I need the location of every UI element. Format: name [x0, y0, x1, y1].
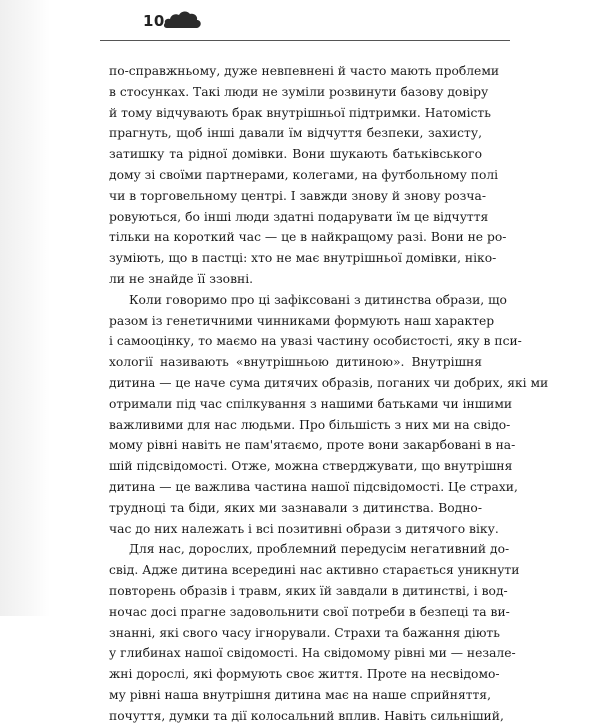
- paragraph-1: [109, 61, 507, 290]
- text-line: ровуються, бо інші люди здатні подарувати їм це відчуття: [109, 209, 489, 224]
- text-line: прагнуть, щоб інші давали їм відчуття безпеки, захисту,: [109, 126, 482, 141]
- text-line: зуміють, що в пастці: хто не має внутрішньої домівки, ніко-: [109, 251, 497, 266]
- text-line: свід. Адже дитина всередині нас активно старається уникнути: [109, 563, 520, 578]
- text-line: у глибинах нашої свідомості. На свідомому рівні ми — незале-: [109, 646, 516, 661]
- text-line: тільки на короткий час — це в найкращому разі. Вони не ро-: [109, 230, 507, 245]
- cloud-icon: [163, 6, 203, 30]
- text-line: разом із генетичними чинниками формують наш характер: [109, 313, 495, 328]
- text-line: чи в торговельному центрі. І завжди знову й знову розча-: [109, 188, 486, 203]
- text-line: ночас досі прагне задовольнити свої потреби в безпеці та ви-: [109, 604, 510, 619]
- text-line: му рівні наша внутрішня дитина має на наше сприйняття,: [109, 687, 491, 702]
- text-line: дитина — це важлива частина нашої підсвідомості. Це страхи,: [109, 479, 518, 494]
- text-line: трудноці та біди, яких ми зазнавали з дитинства. Водно-: [109, 500, 482, 515]
- body-text: [109, 61, 549, 727]
- text-line: мому рівні навіть не пам'ятаємо, проте вони закарбовані в на-: [109, 438, 516, 453]
- text-line: почуття, думки та дії колосальний вплив. Навіть сильніший,: [109, 708, 504, 723]
- text-line: повторень образів і травм, яких їй завдали в дитинстві, і вод-: [109, 583, 508, 598]
- text-line: затишку та рідної домівки. Вони шукають батьківського: [109, 147, 482, 162]
- page-number: 10: [143, 12, 165, 30]
- page-edge-shadow: [0, 0, 50, 616]
- text-line: й тому відчувають брак внутрішньої підтримки. Натомість: [109, 105, 491, 120]
- text-line: по-справжньому, дуже невпевнені й часто мають проблеми: [109, 64, 500, 78]
- text-line: Коли говоримо про ці зафіксовані з дитинства образи, що: [129, 292, 507, 307]
- text-line: знанні, які свого часу ігнорували. Страхи та бажання діють: [109, 625, 500, 640]
- text-line: шій підсвідомості. Отже, можна стверджувати, що внутрішня: [109, 459, 513, 474]
- text-line: в стосунках. Такі люди не зуміли розвинути базову довіру: [109, 84, 489, 99]
- text-line: важливими для нас людьми. Про більшість з них ми на свідо-: [109, 417, 511, 432]
- header-rule: [100, 40, 510, 41]
- text-line: дитина — це наче сума дитячих образів, поганих чи добрих, які ми: [109, 375, 549, 390]
- text-line: час до них належать і всі позитивні образи з дитячого віку.: [109, 521, 499, 536]
- paragraph-3: [109, 539, 520, 726]
- text-line: хології називають «внутрішньою дитиною». Внутрішня: [109, 355, 482, 370]
- text-line: жні дорослі, які формують своє життя. Проте на несвідомо-: [109, 667, 500, 682]
- text-line: дому зі своїми партнерами, колегами, на футбольному полі: [109, 167, 499, 182]
- text-line: Для нас, дорослих, проблемний передусім негативний до-: [129, 542, 510, 557]
- text-line: отримали під час спілкування з нашими батьками чи іншими: [109, 396, 513, 411]
- text-line: ли не знайде її ззовні.: [109, 271, 254, 286]
- paragraph-2: [109, 290, 549, 540]
- text-line: і самооцінку, то маємо на увазі частину особистості, яку в пси-: [109, 334, 522, 349]
